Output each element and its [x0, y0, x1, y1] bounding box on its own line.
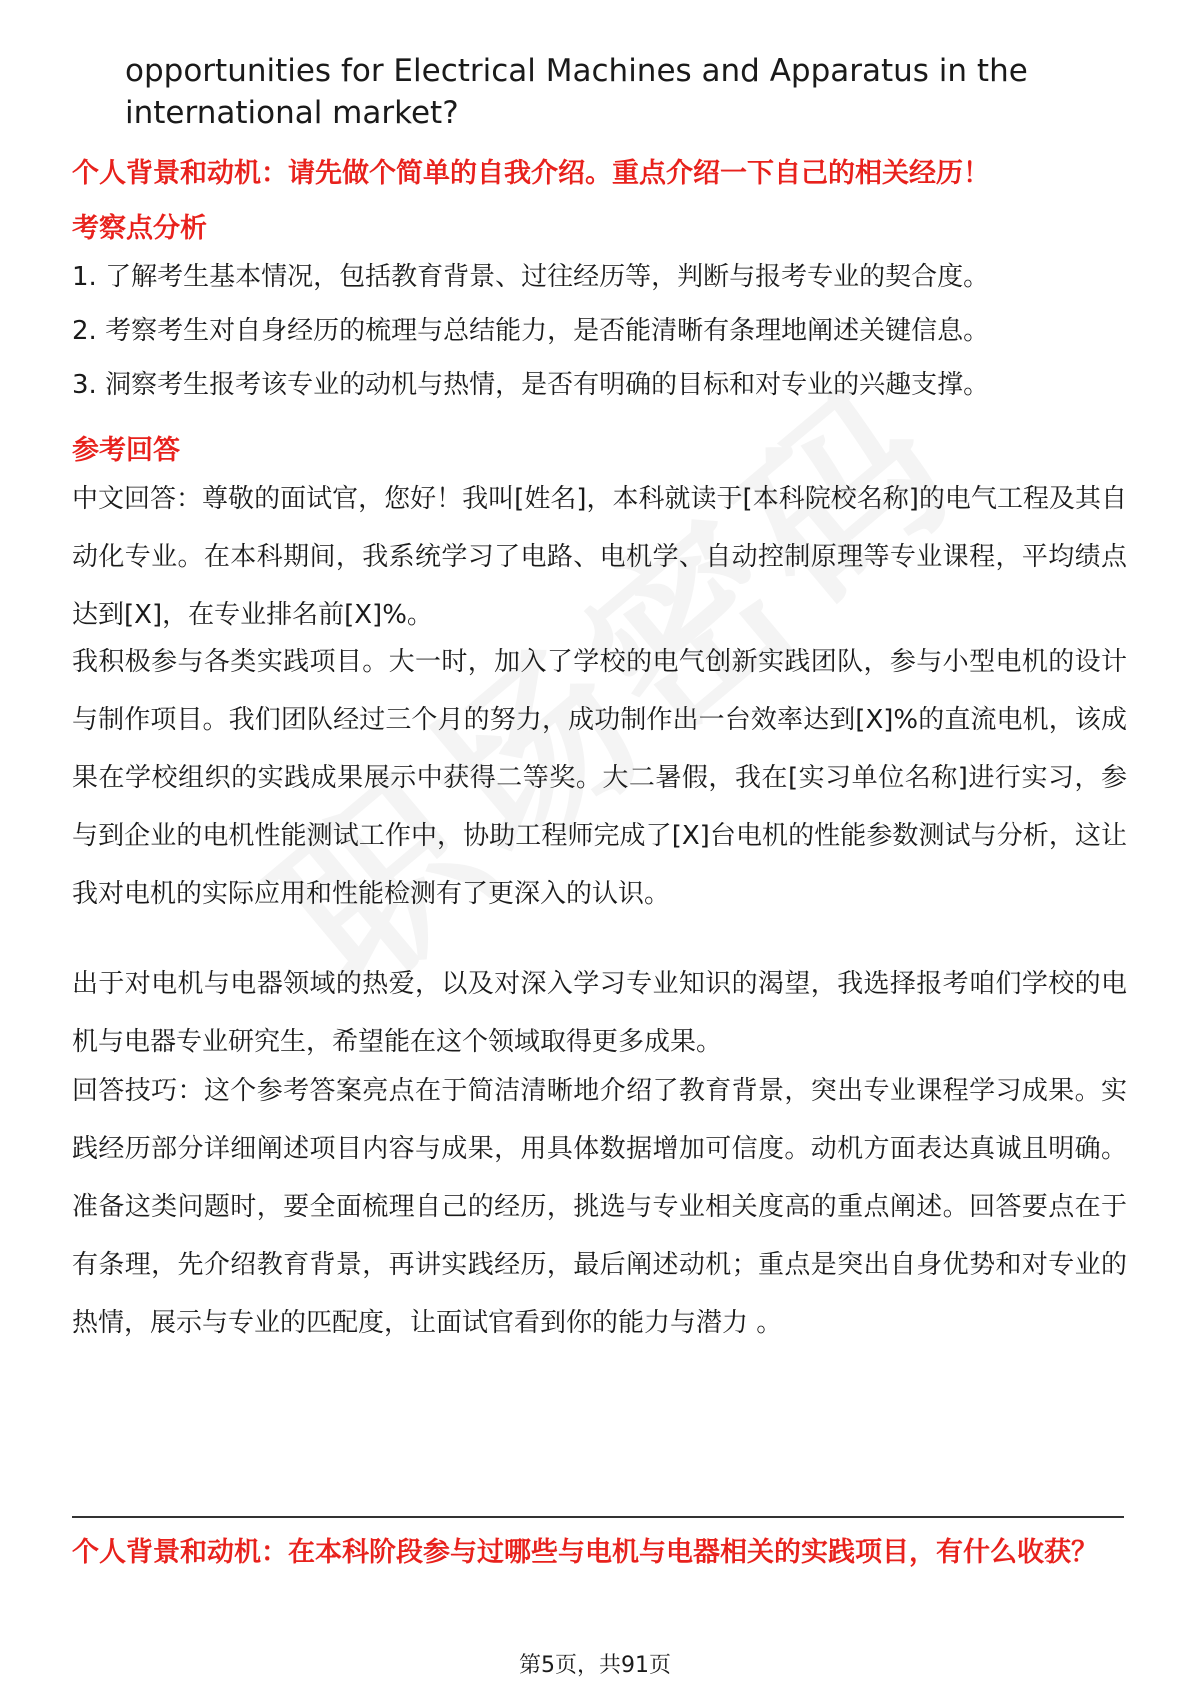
answer-paragraph-3: 出于对电机与电器领域的热爱，以及对深入学习专业知识的渴望，我选择报考咱们学校的电机与电器专业研究生，希望能在这个领域取得更多成果。: [72, 969, 1127, 1057]
page-number-footer: 第5页，共91页: [519, 1653, 671, 1678]
answer-tips-paragraph: 回答技巧：这个参考答案亮点在于简洁清晰地介绍了教育背景，突出专业课程学习成果。实践经历部分详细阐述项目内容与成果，用具体数据增加可信度。动机方面表达真诚且明确。准备这类问题时，要全面梳理自己的经历，挑选与专业相关度高的重点阐述。回答要点在于有条理，先介绍教育背景，再讲实践经历，最后阐述动机；重点是突出自身优势和对专业的热情，展示与专业的匹配度，让面试官看到你的能力与潜力 。: [72, 1076, 1127, 1338]
analysis-item-3: 3. 洞察考生报考该专业的动机与热情，是否有明确的目标和对专业的兴趣支撑。: [72, 370, 990, 400]
section-divider: [72, 1516, 1124, 1518]
question-heading: 个人背景和动机：请先做个简单的自我介绍。重点介绍一下自己的相关经历！: [72, 158, 990, 189]
next-question-heading: 个人背景和动机：在本科阶段参与过哪些与电机与电器相关的实践项目，有什么收获？: [72, 1537, 1098, 1568]
analysis-item-2: 2. 考察考生对自身经历的梳理与总结能力，是否能清晰有条理地阐述关键信息。: [72, 316, 990, 346]
analysis-title: 考察点分析: [72, 213, 207, 244]
answer-paragraph-2: 我积极参与各类实践项目。大一时，加入了学校的电气创新实践团队，参与小型电机的设计与制作项目。我们团队经过三个月的努力，成功制作出一台效率达到[X]%的直流电机，该成果在学校组织的实践成果展示中获得二等奖。大二暑假，我在[实习单位名称]进行实习，参与到企业的电机性能测试工作中，协助工程师完成了[X]台电机的性能参数测试与分析，这让我对电机的实际应用和性能检测有了更深入的认识。: [72, 647, 1127, 909]
previous-question-tail: opportunities for Electrical Machines and Apparatus in the international market?: [125, 53, 1028, 131]
analysis-item-1: 1. 了解考生基本情况，包括教育背景、过往经历等，判断与报考专业的契合度。: [72, 262, 990, 292]
reference-title: 参考回答: [72, 435, 180, 466]
answer-paragraph-1: 中文回答：尊敬的面试官，您好！我叫[姓名]，本科就读于[本科院校名称]的电气工程及其自动化专业。在本科期间，我系统学习了电路、电机学、自动控制原理等专业课程，平均绩点达到[X]，在专业排名前[X]%。: [72, 484, 1127, 630]
